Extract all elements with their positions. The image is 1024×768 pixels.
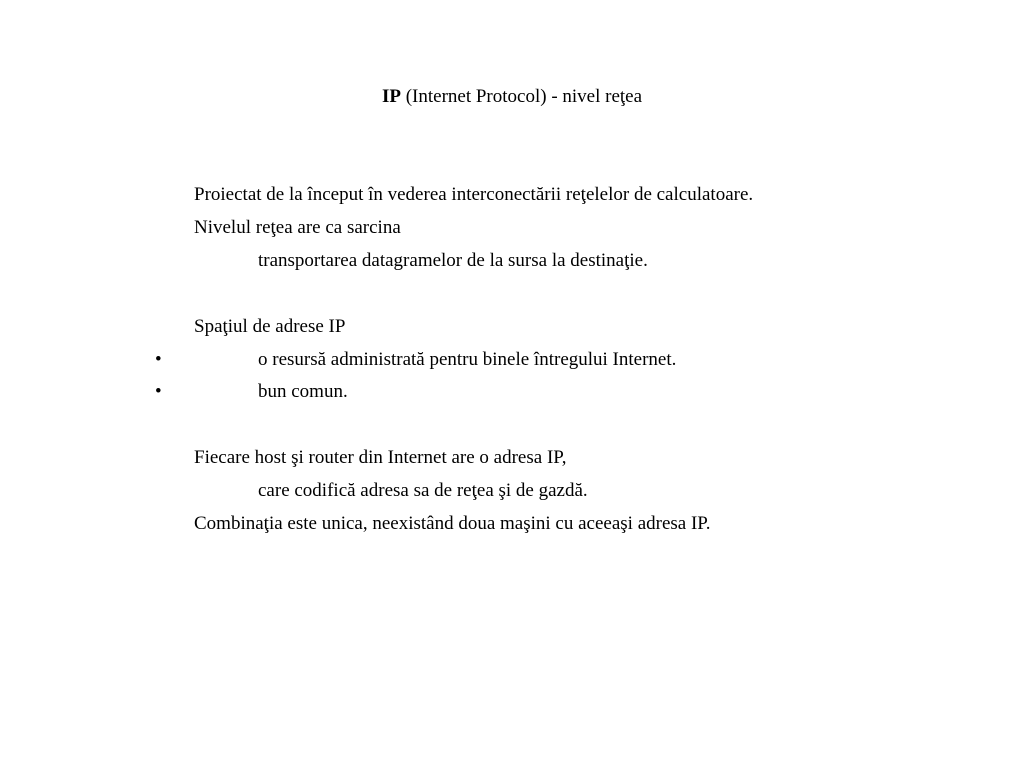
- bullet-marker: •: [155, 381, 162, 402]
- bullet-item-resource: o resursă administrată pentru binele întregului Internet.: [258, 349, 677, 370]
- paragraph-line-design: Proiectat de la început în vederea interconectării reţelelor de calculatoare.: [194, 184, 754, 205]
- slide-title-bold: IP: [381, 86, 401, 107]
- slide-title-rest: (Internet Protocol) - nivel reţea: [400, 86, 643, 107]
- bullet-item-common-good: bun comun.: [258, 381, 348, 402]
- slide-title: [0, 84, 1024, 110]
- paragraph-line-encoding: care codifică adresa sa de reţea şi de gazdă.: [258, 480, 588, 501]
- paragraph-line-unique: Combinaţia este unica, neexistând doua maşini cu aceeaşi adresa IP.: [194, 513, 711, 534]
- paragraph-line-address-space: Spaţiul de adrese IP: [194, 316, 346, 337]
- paragraph-line-transport: transportarea datagramelor de la sursa la destinaţie.: [258, 250, 648, 271]
- bullet-marker: •: [155, 349, 162, 370]
- paragraph-line-network-task: Nivelul reţea are ca sarcina: [194, 217, 401, 238]
- paragraph-line-host-router: Fiecare host şi router din Internet are o adresa IP,: [194, 447, 567, 468]
